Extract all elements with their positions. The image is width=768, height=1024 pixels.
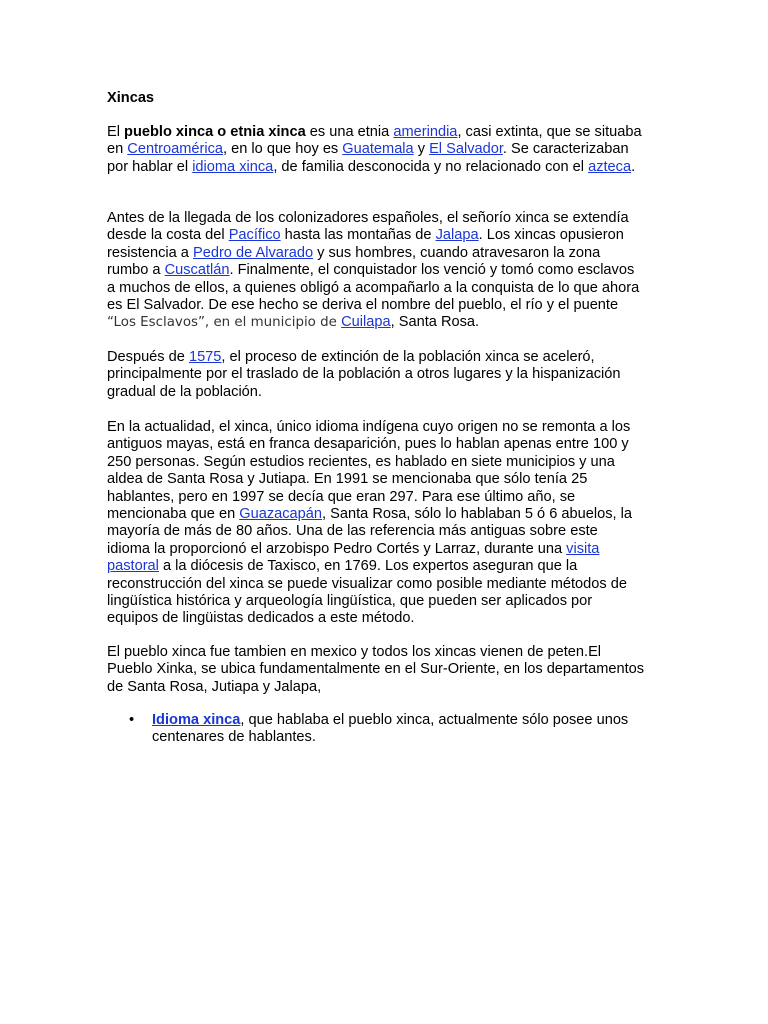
text: resistencia a xyxy=(107,244,193,261)
text: antiguos mayas, está en franca desaparición, pues lo hablan apenas entre 100 y xyxy=(107,436,629,453)
paragraph-extinction xyxy=(107,349,667,401)
text: lingüística histórica y arqueología lingüística, que pueden ser aplicados por xyxy=(107,593,593,610)
text: Pueblo Xinka, se ubica fundamentalmente en el Sur-Oriente, en los departamentos xyxy=(107,661,645,678)
link-cuilapa[interactable]: Cuilapa xyxy=(341,314,391,331)
text: es una etnia xyxy=(305,124,394,140)
text: de Santa Rosa, Jutiapa y Jalapa, xyxy=(107,678,322,695)
text: . Se caracterizaban xyxy=(502,141,629,158)
text: y sus hombres, cuando atravesaron la zona xyxy=(313,244,601,261)
text: 250 personas. Según estudios recientes, es hablado en siete municipios y una xyxy=(107,453,615,470)
text: rumbo a xyxy=(107,262,165,279)
link-guazacapan[interactable]: Guazacapán xyxy=(239,506,323,523)
link-1575[interactable]: 1575 xyxy=(188,349,222,365)
text: . xyxy=(631,158,636,175)
text: hablantes, pero en 1997 se decía que eran 297. Para ese último año, se xyxy=(107,488,576,505)
text: . Los xincas opusieron xyxy=(478,227,624,244)
text: gradual de la población. xyxy=(107,383,262,400)
text: centenares de hablantes. xyxy=(152,729,316,746)
text: , en lo que hoy es xyxy=(223,141,343,158)
text: Antes de la llegada de los colonizadores españoles, el señorío xinca se extendía xyxy=(107,210,629,226)
link-centroamerica[interactable]: Centroamérica xyxy=(127,141,224,158)
link-pedro-de-alvarado[interactable]: Pedro de Alvarado xyxy=(192,244,314,261)
link-idioma-xinca[interactable]: idioma xinca xyxy=(192,158,274,175)
paragraph-language-status xyxy=(107,419,667,628)
link-guatemala[interactable]: Guatemala xyxy=(342,141,414,158)
text: a la diócesis de Taxisco, en 1769. Los expertos aseguran que la xyxy=(158,558,578,575)
text: El pueblo xinca fue tambien en mexico y todos los xincas vienen de peten.El xyxy=(107,644,602,660)
text: , que hablaba el pueblo xinca, actualmente sólo posee unos xyxy=(240,712,629,728)
bullet-dot-icon: • xyxy=(129,712,135,728)
text: hasta las montañas de xyxy=(280,227,436,244)
text: mencionaba que en xyxy=(107,506,240,523)
text: por hablar el xyxy=(107,158,193,175)
text: desde la costa del xyxy=(107,227,229,244)
paragraph-intro xyxy=(107,124,667,176)
bullet-list xyxy=(107,712,667,747)
text: , casi extinta, que se situaba xyxy=(457,124,642,140)
text: , el proceso de extinción de la población xinca se aceleró, xyxy=(221,349,595,365)
text: principalmente por el traslado de la población a otros lugares y la hispanización xyxy=(107,366,621,383)
text: . Finalmente, el conquistador los venció y tomó como esclavos xyxy=(229,262,635,279)
bold-term: pueblo xinca o etnia xinca xyxy=(124,124,306,140)
link-amerindia[interactable]: amerindia xyxy=(393,124,458,140)
link-azteca[interactable]: azteca xyxy=(588,158,632,175)
text: , Santa Rosa. xyxy=(390,314,480,331)
link-jalapa[interactable]: Jalapa xyxy=(435,227,479,244)
text: “Los Esclavos”, en el municipio de xyxy=(107,315,342,331)
text: aldea de Santa Rosa y Jutiapa. En 1991 se mencionaba que sólo tenía 25 xyxy=(107,471,588,488)
link-pacifico[interactable]: Pacífico xyxy=(228,227,281,244)
text: idioma la proporcionó el arzobispo Pedro Cortés y Larraz, durante una xyxy=(107,540,567,557)
text: En la actualidad, el xinca, único idioma indígena cuyo origen no se remonta a los xyxy=(107,419,631,435)
paragraph-location xyxy=(107,644,667,696)
list-item xyxy=(107,712,667,747)
link-cuscatlan[interactable]: Cuscatlán xyxy=(164,262,230,279)
text: equipos de lingüistas dedicados a este método. xyxy=(107,610,415,627)
document-title: Xincas xyxy=(107,90,155,106)
link-visita[interactable]: visita xyxy=(566,540,600,557)
text: en xyxy=(107,141,128,158)
text: reconstrucción del xinca se puede visualizar como posible mediante métodos de xyxy=(107,575,627,592)
paragraph-history xyxy=(107,210,667,332)
link-el-salvador[interactable]: El Salvador xyxy=(429,141,503,158)
text: es El Salvador. De ese hecho se deriva el nombre del pueblo, el río y el puente xyxy=(107,297,619,314)
text: , Santa Rosa, sólo lo hablaban 5 ó 6 abuelos, la xyxy=(322,506,632,523)
text: Después de xyxy=(107,349,189,365)
text: y xyxy=(413,141,430,158)
text: a muchos de ellos, a quienes obligó a acompañarlo a la conquista de lo que ahora xyxy=(107,279,640,296)
link-pastoral[interactable]: pastoral xyxy=(107,558,159,575)
text: , de familia desconocida y no relacionado con el xyxy=(273,158,589,175)
text: mayoría de más de 80 años. Una de las referencia más antiguas sobre este xyxy=(107,523,598,540)
text: El xyxy=(107,124,125,140)
link-idioma-xinca-bold[interactable]: Idioma xinca xyxy=(152,712,241,728)
